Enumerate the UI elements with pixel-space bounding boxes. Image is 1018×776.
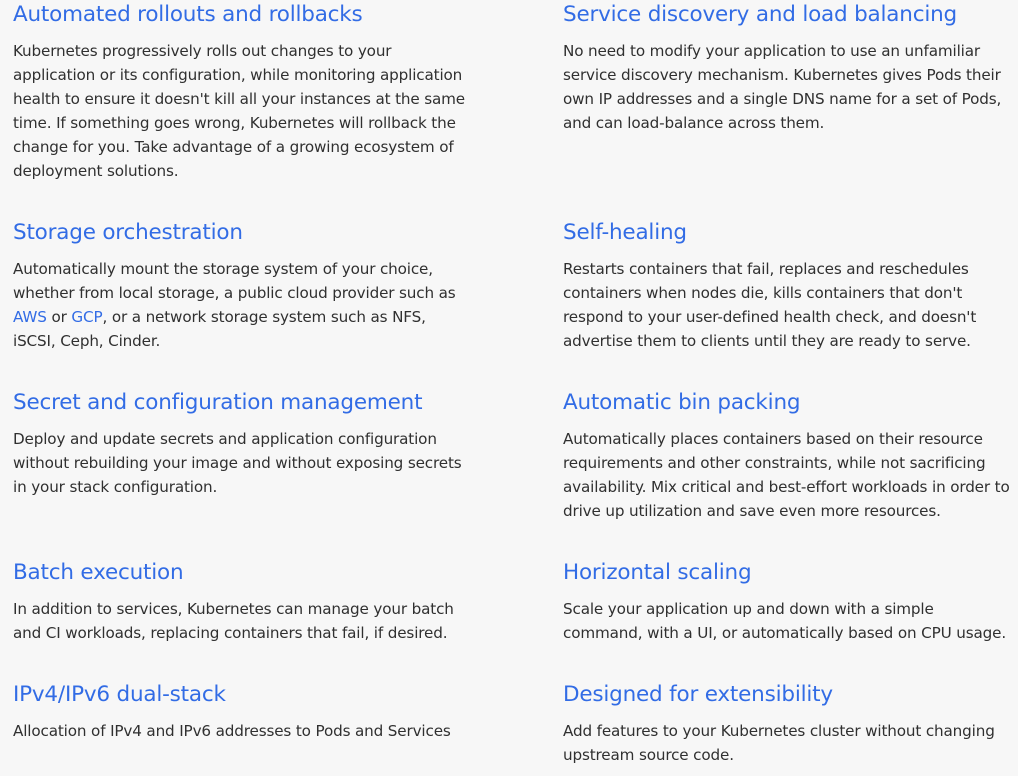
feature-batch-execution xyxy=(13,558,483,645)
feature-title: Designed for extensibility xyxy=(563,682,833,707)
feature-title: Service discovery and load balancing xyxy=(563,2,957,27)
feature-description: Kubernetes progressively rolls out changes to your application or its configuration, while monitoring application health to ensure it doesn't kill all your instances at the same time. If something goes wrong, Kubernetes will rollback the change for you. Take advantage of a growing ecosystem of deployment solutions. xyxy=(13,42,466,180)
feature-description: Add features to your Kubernetes cluster without changing upstream source code. xyxy=(563,722,995,764)
feature-description: In addition to services, Kubernetes can manage your batch and CI workloads, replacing containers that fail, if desired. xyxy=(13,600,454,642)
feature-title: Self-healing xyxy=(563,220,687,245)
feature-description: Deploy and update secrets and application configuration without rebuilding your image and without exposing secrets in your stack configuration. xyxy=(13,430,462,496)
feature-extensibility xyxy=(563,680,1015,767)
gcp-link[interactable]: GCP xyxy=(71,308,103,326)
feature-description: Automatically places containers based on their resource requirements and other constraints, while not sacrificing availability. Mix critical and best-effort workloads in order to drive up utilization and save even more resources. xyxy=(563,430,1010,520)
feature-storage-orchestration xyxy=(13,218,483,353)
feature-self-healing xyxy=(563,218,1015,353)
feature-bin-packing xyxy=(563,388,1015,523)
feature-description: Restarts containers that fail, replaces and reschedules containers when nodes die, kills containers that don't respond to your user-defined health check, and doesn't advertise them to clients until they are ready to serve. xyxy=(563,260,977,350)
feature-title: Storage orchestration xyxy=(13,220,243,245)
feature-automated-rollouts xyxy=(13,0,483,183)
feature-title: Secret and configuration management xyxy=(13,390,423,415)
feature-description: Allocation of IPv4 and IPv6 addresses to Pods and Services xyxy=(13,722,451,740)
feature-dual-stack xyxy=(13,680,483,743)
feature-description: Scale your application up and down with a simple command, with a UI, or automatically based on CPU usage. xyxy=(563,600,1007,642)
feature-service-discovery xyxy=(563,0,1015,135)
feature-horizontal-scaling xyxy=(563,558,1015,645)
feature-title: IPv4/IPv6 dual-stack xyxy=(13,682,226,707)
feature-description: Automatically mount the storage system of your choice, whether from local storage, a public cloud provider such as AWS or GCP, or a network storage system such as NFS, iSCSI, Ceph, Cinder. xyxy=(13,260,456,350)
feature-secret-config-management xyxy=(13,388,483,499)
feature-title: Horizontal scaling xyxy=(563,560,752,585)
feature-title: Automatic bin packing xyxy=(563,390,801,415)
feature-title: Batch execution xyxy=(13,560,184,585)
feature-title: Automated rollouts and rollbacks xyxy=(13,2,363,27)
feature-description: No need to modify your application to use an unfamiliar service discovery mechanism. Kubernetes gives Pods their own IP addresses and a single DNS name for a set of Pods, and can load-balance across them. xyxy=(563,42,1002,132)
aws-link[interactable]: AWS xyxy=(13,308,47,326)
